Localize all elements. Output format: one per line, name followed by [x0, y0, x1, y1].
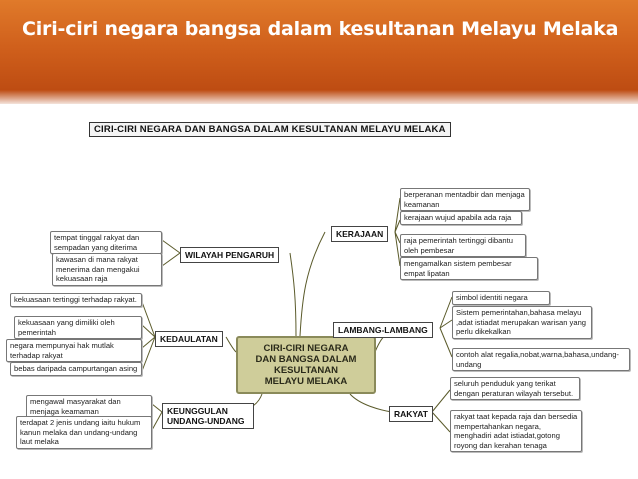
branch-lambang-lambang: LAMBANG-LAMBANG: [333, 322, 433, 338]
wilayah-item: kawasan di mana rakyat menerima dan mengakui kekuasaan raja: [52, 253, 162, 286]
branch-keunggulan-undang-undang: KEUNGGULAN UNDANG-UNDANG: [162, 403, 254, 429]
kerajaan-item: kerajaan wujud apabila ada raja: [400, 211, 522, 225]
branch-rakyat: RAKYAT: [389, 406, 433, 422]
kerajaan-item: raja pemerintah tertinggi dibantu oleh pembesar: [400, 234, 526, 257]
kedaulatan-item: kekuasaan yang dimiliki oleh pemerintah: [14, 316, 142, 339]
kerajaan-item: berperanan mentadbir dan menjaga keamanan: [400, 188, 530, 211]
lambang-item: contoh alat regalia,nobat,warna,bahasa,undang-undang: [452, 348, 630, 371]
rakyat-item: seluruh penduduk yang terikat dengan peraturan wilayah tersebut.: [450, 377, 580, 400]
lambang-item: Sistem pemerintahan,bahasa melayu ,adat istiadat merupakan warisan yang perlu dikekalkan: [452, 306, 592, 339]
mindmap-header: CIRI-CIRI NEGARA DAN BANGSA DALAM KESULTANAN MELAYU MELAKA: [89, 122, 451, 137]
rakyat-item: rakyat taat kepada raja dan bersedia mempertahankan negara, menghadiri adat istiadat,gotong royong dan kerahan tenaga: [450, 410, 582, 452]
branch-wilayah-pengaruh: WILAYAH PENGARUH: [180, 247, 279, 263]
branch-kedaulatan: KEDAULATAN: [155, 331, 223, 347]
lambang-item: simbol identiti negara: [452, 291, 550, 305]
undang-item: terdapat 2 jenis undang iaitu hukum kanun melaka dan undang-undang laut melaka: [16, 416, 152, 449]
central-topic: CIRI-CIRI NEGARA DAN BANGSA DALAM KESULTANAN MELAYU MELAKA: [236, 336, 376, 394]
slide-title: Ciri-ciri negara bangsa dalam kesultanan Melayu Melaka: [22, 18, 619, 40]
undang-item: mengawal masyarakat dan menjaga keamaman: [26, 395, 152, 418]
wilayah-item: tempat tinggal rakyat dan sempadan yang diterima: [50, 231, 162, 254]
branch-kerajaan: KERAJAAN: [331, 226, 388, 242]
kedaulatan-item: kekuasaan tertinggi terhadap rakyat.: [10, 293, 142, 307]
kedaulatan-item: bebas daripada campurtangan asing: [10, 362, 142, 376]
kedaulatan-item: negara mempunyai hak mutlak terhadap rakyat: [6, 339, 142, 362]
kerajaan-item: mengamalkan sistem pembesar empat lipatan: [400, 257, 538, 280]
